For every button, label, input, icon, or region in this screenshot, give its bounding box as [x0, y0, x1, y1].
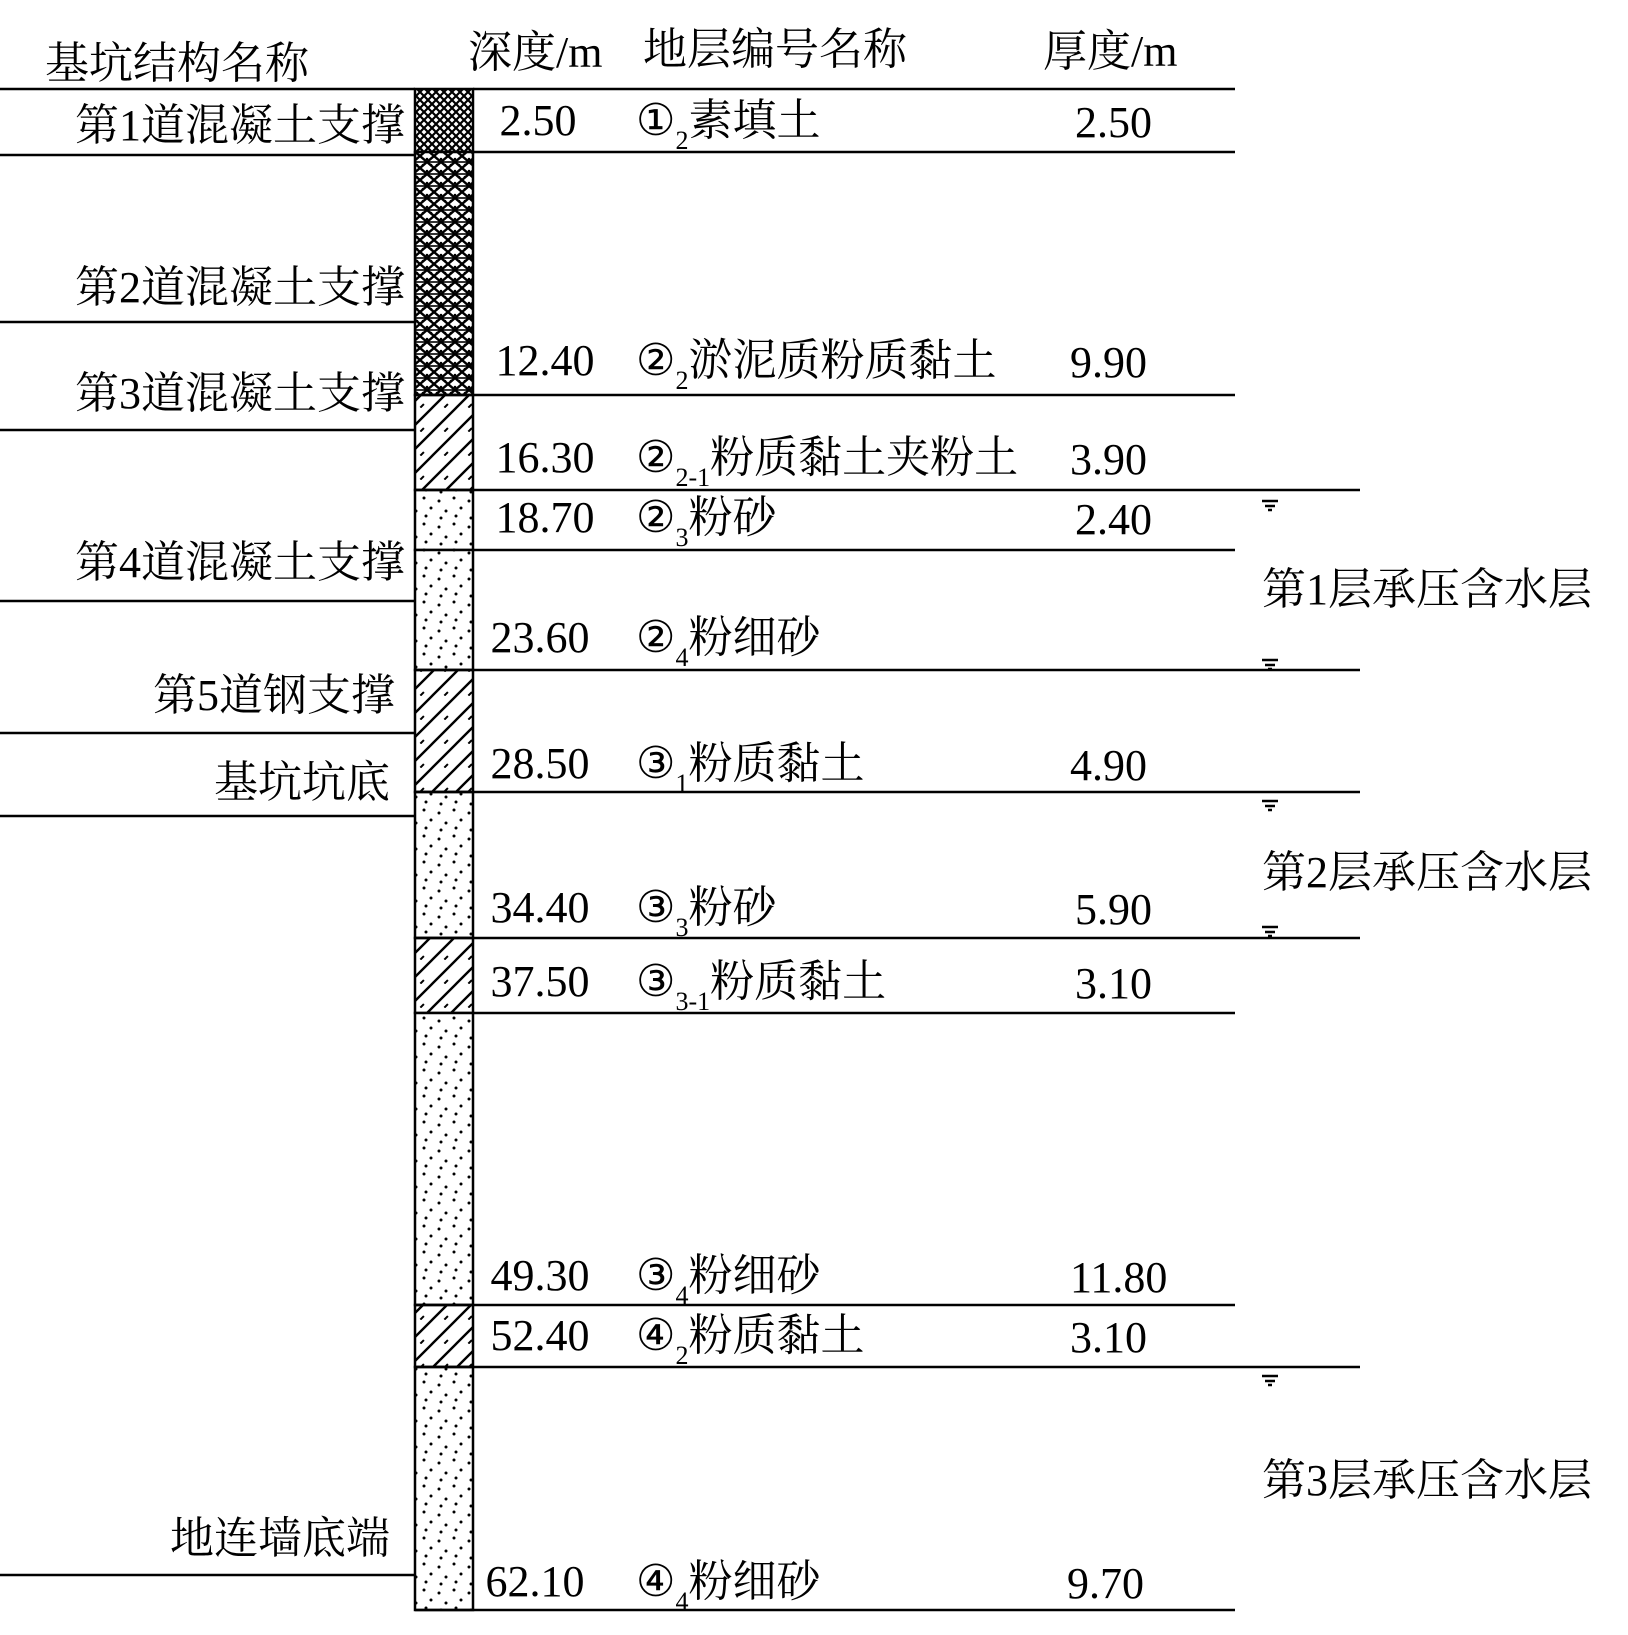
layer-boundaries: [415, 89, 1360, 1610]
thickness-value: 9.70: [1067, 1559, 1144, 1608]
thickness-value: 11.80: [1070, 1253, 1168, 1302]
layer-name-text: 粉质黏土: [710, 957, 887, 1006]
depth-value: 18.70: [495, 493, 595, 542]
layer-name: [636, 1311, 864, 1370]
layer-name: [636, 1251, 822, 1310]
strata-cell-dots: [415, 490, 473, 550]
strata-cell-dots: [415, 550, 473, 670]
thickness-value: 3.10: [1070, 1313, 1147, 1362]
layer-name: [636, 883, 778, 942]
water-level-markers: [1262, 501, 1278, 1385]
thickness-value: 4.90: [1070, 741, 1147, 790]
layer-name: [636, 336, 996, 395]
depth-value: 49.30: [490, 1251, 590, 1300]
strata-column: [415, 89, 473, 1610]
thickness-value: 5.90: [1075, 885, 1152, 934]
layer-number: ④: [636, 1311, 676, 1360]
strata-cell-mud: [415, 152, 473, 395]
layer-name-text: 粉质黏土: [688, 739, 865, 788]
layer-name: [636, 957, 886, 1016]
layer-number: ③: [636, 1251, 676, 1300]
header-structure-name: 基坑结构名称: [45, 39, 309, 88]
depth-value: 62.10: [485, 1557, 585, 1606]
structure-label-7: 地连墙底端: [170, 1514, 390, 1563]
header-depth: 深度/m: [468, 28, 603, 77]
aquifer-label-3: 第3层承压含水层: [1262, 1456, 1592, 1505]
strata-row: [491, 957, 1153, 1016]
layer-name-text: 素填土: [688, 96, 821, 145]
layer-subscript: 4: [675, 643, 689, 672]
water-level-icon: [1262, 801, 1278, 810]
layer-number: ①: [636, 96, 676, 145]
strata-row: [496, 336, 1148, 395]
layer-name: [636, 493, 778, 552]
strata-row: [491, 613, 823, 672]
layer-number: ②: [636, 433, 676, 482]
water-level-icon: [1262, 1376, 1278, 1385]
layer-subscript: 3: [675, 523, 689, 552]
thickness-value: 3.10: [1075, 959, 1152, 1008]
layer-subscript: 1: [675, 769, 689, 798]
strata-row: [500, 96, 1153, 155]
thickness-value: 3.90: [1070, 435, 1147, 484]
layer-number: ③: [636, 739, 676, 788]
depth-value: 52.40: [490, 1311, 590, 1360]
layer-number: ②: [636, 613, 676, 662]
layer-name: [636, 739, 864, 798]
layer-number: ②: [636, 493, 676, 542]
strata-cell-dots: [415, 1367, 473, 1610]
structure-labels: [75, 101, 405, 1563]
layer-subscript: 4: [675, 1587, 689, 1616]
strata-row: [486, 1557, 1145, 1616]
depth-value: 37.50: [490, 957, 590, 1006]
layer-name-text: 淤泥质粉质黏土: [688, 336, 997, 385]
layer-name: [636, 96, 820, 155]
layer-number: ④: [636, 1557, 676, 1606]
thickness-value: 2.40: [1075, 495, 1152, 544]
structure-label-4: 第4道混凝土支撑: [75, 538, 405, 587]
layer-number: ②: [636, 336, 676, 385]
strata-rows: [486, 96, 1168, 1616]
strata-cell-hatch: [415, 938, 473, 1013]
layer-name: [636, 433, 1018, 492]
aquifer-label-2: 第2层承压含水层: [1262, 848, 1592, 897]
layer-subscript: 4: [675, 1281, 689, 1310]
depth-value: 28.50: [490, 739, 590, 788]
depth-value: 2.50: [499, 96, 577, 145]
depth-value: 16.30: [495, 433, 595, 482]
strata-row: [491, 739, 1148, 798]
strata-row: [496, 433, 1148, 492]
strata-cell-hatch: [415, 670, 473, 792]
structure-label-3: 第3道混凝土支撑: [75, 369, 405, 418]
thickness-value: 2.50: [1075, 98, 1152, 147]
header-thickness: 厚度/m: [1043, 27, 1178, 76]
layer-name-text: 粉砂: [688, 883, 777, 932]
water-level-icon: [1262, 660, 1278, 669]
depth-value: 23.60: [490, 613, 590, 662]
strata-row: [491, 883, 1153, 942]
structure-label-2: 第2道混凝土支撑: [75, 263, 405, 312]
strata-row: [491, 1251, 1168, 1310]
strata-cell-dots: [415, 1013, 473, 1305]
thickness-value: 9.90: [1070, 338, 1147, 387]
layer-number: ③: [636, 883, 676, 932]
layer-subscript: 3-1: [675, 987, 711, 1016]
header-layer-name: 地层编号名称: [643, 25, 907, 74]
strata-cell-dots: [415, 792, 473, 938]
strata-row: [491, 1311, 1148, 1370]
layer-subscript: 2: [675, 366, 689, 395]
layer-number: ③: [636, 957, 676, 1006]
layer-name-text: 粉细砂: [688, 1251, 821, 1300]
depth-value: 12.40: [495, 336, 595, 385]
structure-label-1: 第1道混凝土支撑: [75, 101, 405, 150]
layer-name: [636, 613, 822, 672]
layer-subscript: 2-1: [675, 463, 711, 492]
structure-label-6: 基坑坑底: [214, 758, 390, 807]
layer-name-text: 粉细砂: [688, 1557, 821, 1606]
structure-label-5: 第5道钢支撑: [153, 671, 395, 720]
layer-name-text: 粉细砂: [688, 613, 821, 662]
layer-name: [636, 1557, 822, 1616]
water-level-icon: [1262, 501, 1278, 510]
layer-subscript: 2: [675, 126, 689, 155]
layer-subscript: 3: [675, 913, 689, 942]
strata-cell-crosshatch: [415, 89, 473, 152]
strata-cell-hatch: [415, 395, 473, 490]
layer-name-text: 粉砂: [688, 493, 777, 542]
water-level-icon: [1262, 927, 1278, 936]
aquifer-labels: [1262, 565, 1592, 1505]
aquifer-label-1: 第1层承压含水层: [1262, 565, 1592, 614]
layer-name-text: 粉质黏土: [688, 1311, 865, 1360]
strata-cell-hatch: [415, 1305, 473, 1367]
layer-name-text: 粉质黏土夹粉土: [710, 433, 1019, 482]
strata-row: [496, 493, 1153, 552]
layer-subscript: 2: [675, 1341, 689, 1370]
depth-value: 34.40: [490, 883, 590, 932]
